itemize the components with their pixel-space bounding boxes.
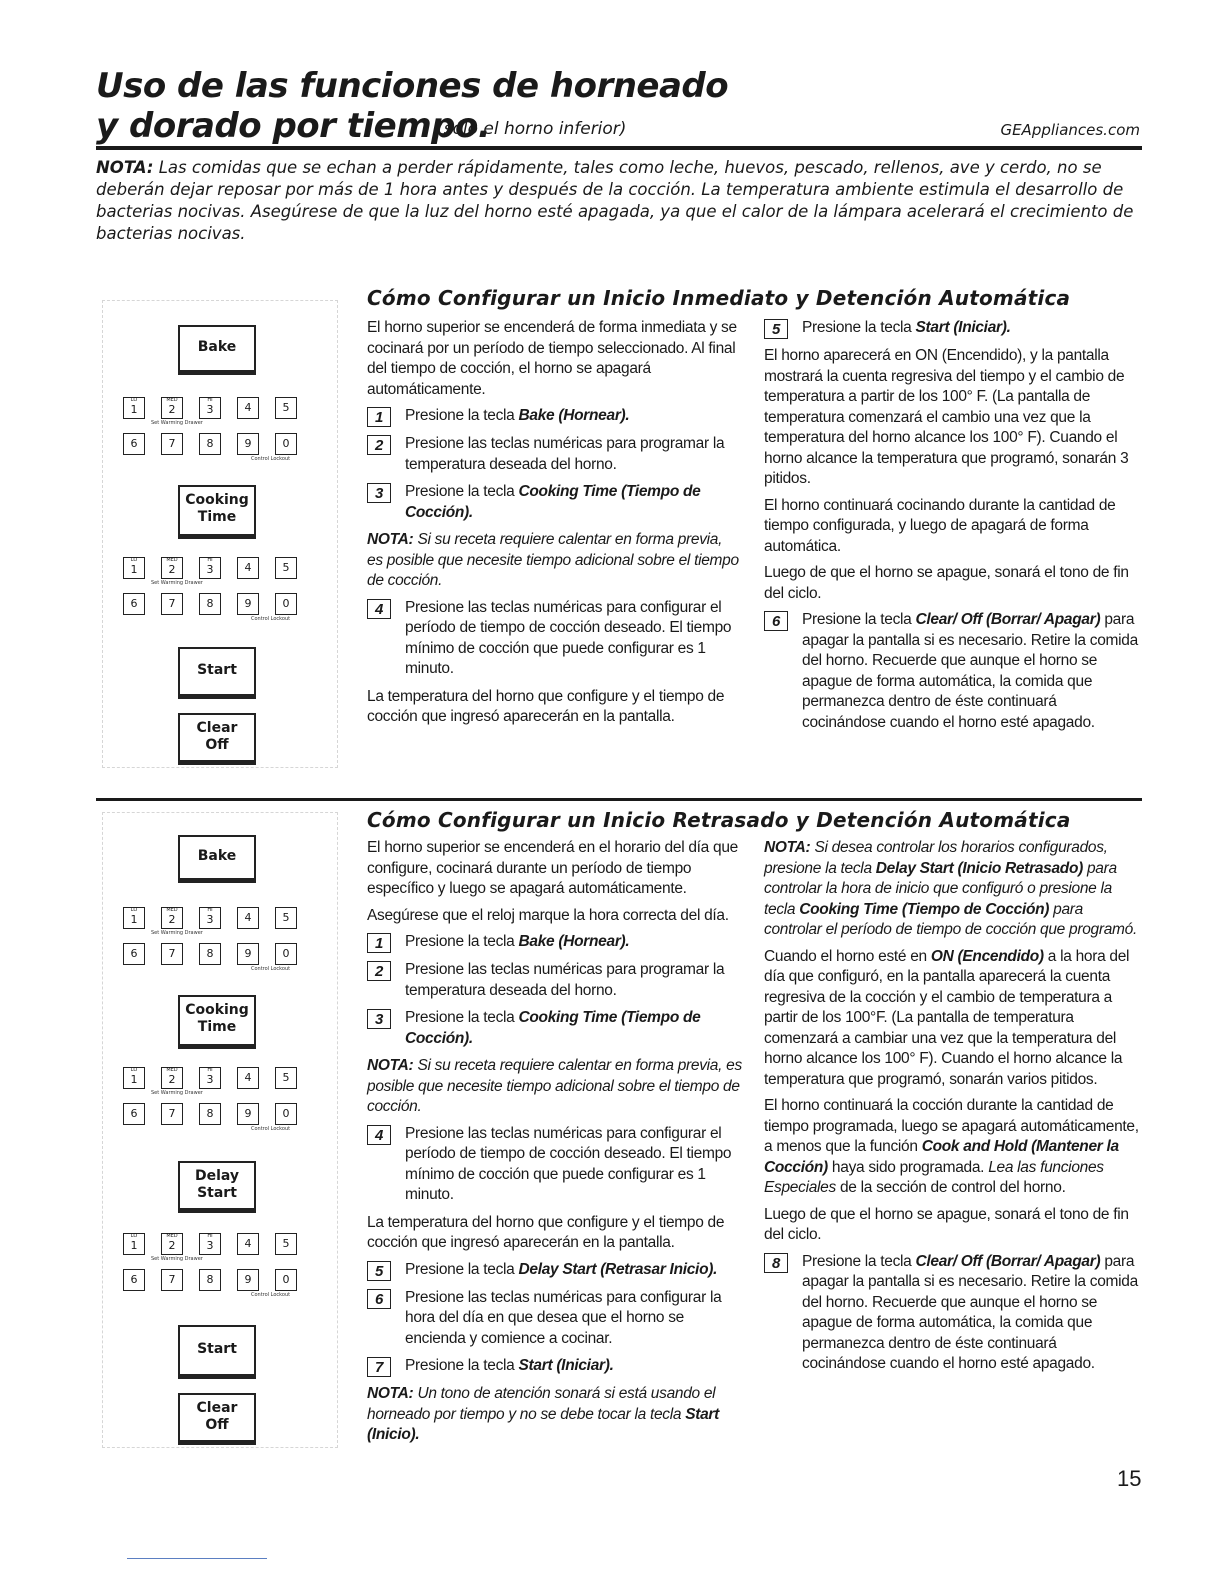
section2-step-7: 7 Presione la tecla Start (Iniciar). <box>367 1356 743 1377</box>
key-digit: 1 <box>130 563 138 576</box>
number-key-1[interactable] <box>123 907 145 929</box>
key-digit: 1 <box>130 403 138 416</box>
key-digit: 4 <box>244 1237 252 1250</box>
step-number: 3 <box>367 483 391 503</box>
number-key-9[interactable] <box>237 433 259 455</box>
section2-para-1: Cuando el horno esté en ON (Encendido) a la hora del día que configuró, en la pantalla aparecerá la cuenta regresiva de la cocción y el cambio de temperatura a partir de los 100°F. (La pantalla de temperatura comenzará a cambiar una vez que la temperatura del horno alcance los 100° F). Cuando el horno alcance la temperatura que programó, sonarán varios pitidos. <box>764 947 1130 1088</box>
step-number: 2 <box>367 961 391 981</box>
number-key-3[interactable] <box>199 1067 221 1089</box>
key-digit: 9 <box>244 597 252 610</box>
step-number: 7 <box>367 1357 391 1377</box>
number-key-9[interactable] <box>237 1103 259 1125</box>
number-key-5[interactable] <box>275 557 297 579</box>
page-title-line1: Uso de las funciones de horneado <box>96 66 729 106</box>
number-key-1[interactable] <box>123 397 145 419</box>
key-digit: 1 <box>130 1239 138 1252</box>
key-level-label: LO <box>130 907 138 913</box>
number-key-8[interactable] <box>199 1269 221 1291</box>
section1-intro: El horno superior se encenderá de forma inmediata y se cocinará por un período de tiempo seleccionado. Al final del tiempo de cocción, el horno se apagará automáticamente. <box>367 319 737 398</box>
key-level-label: MED <box>166 1233 178 1239</box>
key-level-label: LO <box>130 1067 138 1073</box>
number-key-2[interactable] <box>161 557 183 579</box>
key-digit: 2 <box>168 913 176 926</box>
number-key-8[interactable] <box>199 943 221 965</box>
key-digit: 9 <box>244 1273 252 1286</box>
key-digit: 8 <box>206 437 214 450</box>
page-title-subtitle: (sólo el horno inferior) <box>437 119 627 139</box>
control-lockout-label: Control Lockout <box>251 456 291 462</box>
key-digit: 9 <box>244 1107 252 1120</box>
number-key-5[interactable] <box>275 397 297 419</box>
number-key-3[interactable] <box>199 397 221 419</box>
section1-para-3: Luego de que el horno se apague, sonará el tono de fin del ciclo. <box>764 564 1129 602</box>
section2-step-5: 5 Presione la tecla Delay Start (Retrasar Inicio). <box>367 1260 743 1281</box>
key-digit: 4 <box>244 401 252 414</box>
key-digit: 2 <box>168 1239 176 1252</box>
section-divider <box>96 798 1142 801</box>
section2-nota-2: NOTA: Un tono de atención sonará si está usando el horneado por tiempo y no se debe tocar la tecla Start (Inicio). <box>367 1385 720 1443</box>
number-key-2[interactable] <box>161 1233 183 1255</box>
key-digit: 0 <box>282 597 290 610</box>
section1-title: Cómo Configurar un Inicio Inmediato y Detención Automática <box>367 286 1071 310</box>
number-key-1[interactable] <box>123 1067 145 1089</box>
control-panel-1 <box>102 300 338 768</box>
clear-off-key[interactable]: Clear Off <box>178 713 256 765</box>
number-key-4[interactable] <box>237 907 259 929</box>
section1-step-1: 1 Presione la tecla Bake (Hornear). <box>367 406 739 427</box>
section2-step-3: 3 Presione la tecla Cooking Time (Tiempo de Cocción). <box>367 1008 743 1049</box>
section2-step-6: 6 Presione las teclas numéricas para configurar la hora del día en que desea que el horno se encienda y comience a cocinar. <box>367 1288 743 1350</box>
key-digit: 5 <box>282 911 290 924</box>
number-key-6[interactable] <box>123 1269 145 1291</box>
key-level-label: HI <box>207 1233 213 1239</box>
section1-left-column <box>367 318 739 734</box>
step-number: 3 <box>367 1009 391 1029</box>
section2-para-3: Luego de que el horno se apague, sonará el tono de fin del ciclo. <box>764 1205 1129 1243</box>
section2-left-column <box>367 838 743 1452</box>
key-digit: 3 <box>206 1073 214 1086</box>
start-key[interactable]: Start <box>178 647 256 699</box>
key-level-label: HI <box>207 1067 213 1073</box>
control-lockout-label: Control Lockout <box>251 1292 291 1298</box>
number-key-3[interactable] <box>199 907 221 929</box>
number-key-1[interactable] <box>123 557 145 579</box>
step-number: 5 <box>367 1261 391 1281</box>
key-digit: 1 <box>130 913 138 926</box>
key-digit: 6 <box>130 597 138 610</box>
key-digit: 0 <box>282 437 290 450</box>
key-digit: 3 <box>206 403 214 416</box>
site-url: GEAppliances.com <box>1000 121 1140 139</box>
step-number: 4 <box>367 599 391 619</box>
section2-para-2: El horno continuará la cocción durante la cantidad de tiempo programada, luego se apagará automáticamente, a menos que la función Cook and Hold (Mantener la Cocción) haya sido programada. Lea las funciones Especiales de la sección de control del horno. <box>764 1097 1139 1196</box>
key-digit: 2 <box>168 1073 176 1086</box>
key-digit: 7 <box>168 1273 176 1286</box>
key-digit: 8 <box>206 1273 214 1286</box>
number-key-3[interactable] <box>199 1233 221 1255</box>
key-digit: 9 <box>244 947 252 960</box>
number-key-2[interactable] <box>161 907 183 929</box>
key-level-label: HI <box>207 907 213 913</box>
section2-right-nota: NOTA: Si desea controlar los horarios configurados, presione la tecla Delay Start (Inicio Retrasado) para controlar la hora de inicio que configuró o presione la tecla Cooking Time (Tiempo de Cocción) para controlar el período de tiempo de cocción que programó. <box>764 839 1137 938</box>
key-level-label: LO <box>130 397 138 403</box>
control-lockout-label: Control Lockout <box>251 1126 291 1132</box>
key-digit: 5 <box>282 1071 290 1084</box>
key-digit: 3 <box>206 1239 214 1252</box>
section1-step-5: 5 Presione la tecla Start (Iniciar). <box>764 318 1142 339</box>
number-key-2[interactable] <box>161 1067 183 1089</box>
delay-start-key[interactable]: Delay Start <box>178 1161 256 1213</box>
key-digit: 8 <box>206 1107 214 1120</box>
number-key-8[interactable] <box>199 433 221 455</box>
key-digit: 1 <box>130 1073 138 1086</box>
key-level-label: MED <box>166 907 178 913</box>
section2-nota: NOTA: Si su receta requiere calentar en forma previa, es posible que necesite tiempo adicional sobre el tiempo de cocción. <box>367 1057 742 1115</box>
key-level-label: LO <box>130 1233 138 1239</box>
step-number: 2 <box>367 435 391 455</box>
number-key-0[interactable] <box>275 943 297 965</box>
section2-step-4: 4 Presione las teclas numéricas para configurar el período de tiempo de cocción deseado. El tiempo mínimo de cocción que puede configurar es 1 minuto. <box>367 1124 743 1206</box>
step-number: 5 <box>764 319 788 339</box>
step-number: 6 <box>367 1289 391 1309</box>
number-key-0[interactable] <box>275 1269 297 1291</box>
section1-nota: NOTA: Si su receta requiere calentar en forma previa, es posible que necesite tiempo adicional sobre el tiempo de cocción. <box>367 531 739 589</box>
number-key-3[interactable] <box>199 557 221 579</box>
key-digit: 0 <box>282 1107 290 1120</box>
number-key-4[interactable] <box>237 557 259 579</box>
section1-step-4-extra: La temperatura del horno que configure y el tiempo de cocción que ingresó aparecerán en la pantalla. <box>367 687 725 725</box>
set-warming-drawer-label: Set Warming Drawer <box>151 580 203 586</box>
number-key-5[interactable] <box>275 1233 297 1255</box>
key-level-label: LO <box>130 557 138 563</box>
set-warming-drawer-label: Set Warming Drawer <box>151 420 203 426</box>
key-digit: 8 <box>206 947 214 960</box>
key-digit: 6 <box>130 947 138 960</box>
section1-step-2: 2 Presione las teclas numéricas para programar la temperatura deseada del horno. <box>367 434 739 475</box>
number-key-7[interactable] <box>161 943 183 965</box>
key-digit: 6 <box>130 1273 138 1286</box>
number-key-8[interactable] <box>199 1103 221 1125</box>
cooking-time-key[interactable]: Cooking Time <box>178 995 256 1049</box>
key-digit: 3 <box>206 563 214 576</box>
number-key-9[interactable] <box>237 1269 259 1291</box>
number-key-0[interactable] <box>275 593 297 615</box>
number-key-7[interactable] <box>161 593 183 615</box>
key-digit: 6 <box>130 437 138 450</box>
key-level-label: MED <box>166 397 178 403</box>
key-digit: 6 <box>130 1107 138 1120</box>
footer-link-line <box>127 1558 267 1559</box>
number-key-5[interactable] <box>275 907 297 929</box>
number-key-6[interactable] <box>123 943 145 965</box>
number-key-8[interactable] <box>199 593 221 615</box>
section1-right-column <box>764 318 1142 740</box>
set-warming-drawer-label: Set Warming Drawer <box>151 1090 203 1096</box>
key-level-label: MED <box>166 1067 178 1073</box>
number-key-6[interactable] <box>123 1103 145 1125</box>
section2-step-1: 1 Presione la tecla Bake (Hornear). <box>367 932 743 953</box>
number-key-4[interactable] <box>237 397 259 419</box>
section2-step-8: 8 Presione la tecla Clear/ Off (Borrar/ Apagar) para apagar la pantalla si es necesario. Retire la comida del horno. Recuerde que aunque el horno se apague de forma automática, la comida que permanezca dentro de éste continuará cocinándose cuando el horno esté apagado. <box>764 1252 1144 1375</box>
key-digit: 4 <box>244 561 252 574</box>
page-title-line2: y dorado por tiempo. <box>96 106 491 146</box>
number-key-4[interactable] <box>237 1233 259 1255</box>
key-digit: 2 <box>168 403 176 416</box>
key-digit: 2 <box>168 563 176 576</box>
number-key-7[interactable] <box>161 433 183 455</box>
step-number: 1 <box>367 407 391 427</box>
cooking-time-key[interactable]: Cooking Time <box>178 485 256 539</box>
key-digit: 4 <box>244 911 252 924</box>
key-digit: 7 <box>168 947 176 960</box>
key-digit: 5 <box>282 561 290 574</box>
number-key-7[interactable] <box>161 1103 183 1125</box>
key-digit: 7 <box>168 437 176 450</box>
section2-intro-2: Asegúrese que el reloj marque la hora correcta del día. <box>367 906 729 924</box>
clear-off-key[interactable]: Clear Off <box>178 1393 256 1445</box>
step-number: 1 <box>367 933 391 953</box>
number-key-4[interactable] <box>237 1067 259 1089</box>
section2-step-4-extra: La temperatura del horno que configure y el tiempo de cocción que ingresó aparecerán en la pantalla. <box>367 1213 725 1251</box>
key-digit: 7 <box>168 1107 176 1120</box>
page-number: 15 <box>1117 1466 1142 1491</box>
key-digit: 4 <box>244 1071 252 1084</box>
number-key-6[interactable] <box>123 433 145 455</box>
section2-title: Cómo Configurar un Inicio Retrasado y Detención Automática <box>367 808 1071 832</box>
header-rule <box>96 146 1142 150</box>
start-key[interactable]: Start <box>178 1325 256 1379</box>
step-number: 8 <box>764 1253 788 1273</box>
step-number: 6 <box>764 611 788 631</box>
key-level-label: MED <box>166 557 178 563</box>
key-digit: 5 <box>282 401 290 414</box>
set-warming-drawer-label: Set Warming Drawer <box>151 1256 203 1262</box>
section1-step-4: 4 Presione las teclas numéricas para configurar el período de tiempo de cocción deseado. El tiempo mínimo de cocción que puede configurar es 1 minuto. <box>367 598 739 680</box>
intro-note <box>96 157 1146 245</box>
intro-note-text: Las comidas que se echan a perder rápidamente, tales como leche, huevos, pescado, rellenos, ave y cerdo, no se deberán dejar reposar por más de 1 hora antes y después de la cocción. La temperatura ambiente estimula el desarrollo de bacterias nocivas. Asegúrese de que la luz del horno esté apagada, ya que el calor de la lámpara acelerará el crecimiento de bacterias nocivas. <box>96 158 1134 243</box>
number-key-5[interactable] <box>275 1067 297 1089</box>
set-warming-drawer-label: Set Warming Drawer <box>151 930 203 936</box>
intro-note-label: NOTA: <box>96 158 154 177</box>
section1-para-2: El horno continuará cocinando durante la cantidad de tiempo configurada, y luego de apagará de forma automática. <box>764 496 1116 555</box>
step-number: 4 <box>367 1125 391 1145</box>
section2-step-2: 2 Presione las teclas numéricas para programar la temperatura deseada del horno. <box>367 960 743 1001</box>
section2-intro: El horno superior se encenderá en el horario del día que configure, cocinará durante un período de tiempo específico y luego se apagará automáticamente. <box>367 839 738 897</box>
number-key-2[interactable] <box>161 397 183 419</box>
key-level-label: HI <box>207 557 213 563</box>
key-digit: 8 <box>206 597 214 610</box>
key-level-label: HI <box>207 397 213 403</box>
bake-key[interactable]: Bake <box>178 325 256 375</box>
control-panel-2 <box>102 812 338 1448</box>
key-digit: 0 <box>282 947 290 960</box>
number-key-0[interactable] <box>275 433 297 455</box>
section1-para-1: El horno aparecerá en ON (Encendido), y la pantalla mostrará la cuenta regresiva del tiempo y el cambio de temperatura a partir de los 100° F. (La pantalla de temperatura comenzará el cambio una vez que la temperatura del horno alcance los 100° F). Cuando el horno alcance la temperatura que programó, sonarán 3 pitidos. <box>764 347 1129 487</box>
bake-key[interactable]: Bake <box>178 835 256 883</box>
key-digit: 9 <box>244 437 252 450</box>
number-key-7[interactable] <box>161 1269 183 1291</box>
section2-right-column <box>764 838 1144 1382</box>
number-key-9[interactable] <box>237 943 259 965</box>
control-lockout-label: Control Lockout <box>251 616 291 622</box>
key-digit: 7 <box>168 597 176 610</box>
number-key-0[interactable] <box>275 1103 297 1125</box>
key-digit: 0 <box>282 1273 290 1286</box>
key-digit: 5 <box>282 1237 290 1250</box>
number-key-6[interactable] <box>123 593 145 615</box>
number-key-9[interactable] <box>237 593 259 615</box>
number-key-1[interactable] <box>123 1233 145 1255</box>
section1-step-3: 3 Presione la tecla Cooking Time (Tiempo de Cocción). <box>367 482 739 523</box>
control-lockout-label: Control Lockout <box>251 966 291 972</box>
key-digit: 3 <box>206 913 214 926</box>
section1-step-6: 6 Presione la tecla Clear/ Off (Borrar/ Apagar) para apagar la pantalla si es necesario. Retire la comida del horno. Recuerde que aunque el horno se apague de forma automática, la comida que permanezca dentro de éste continuará cocinándose cuando el horno esté apagado. <box>764 610 1142 733</box>
